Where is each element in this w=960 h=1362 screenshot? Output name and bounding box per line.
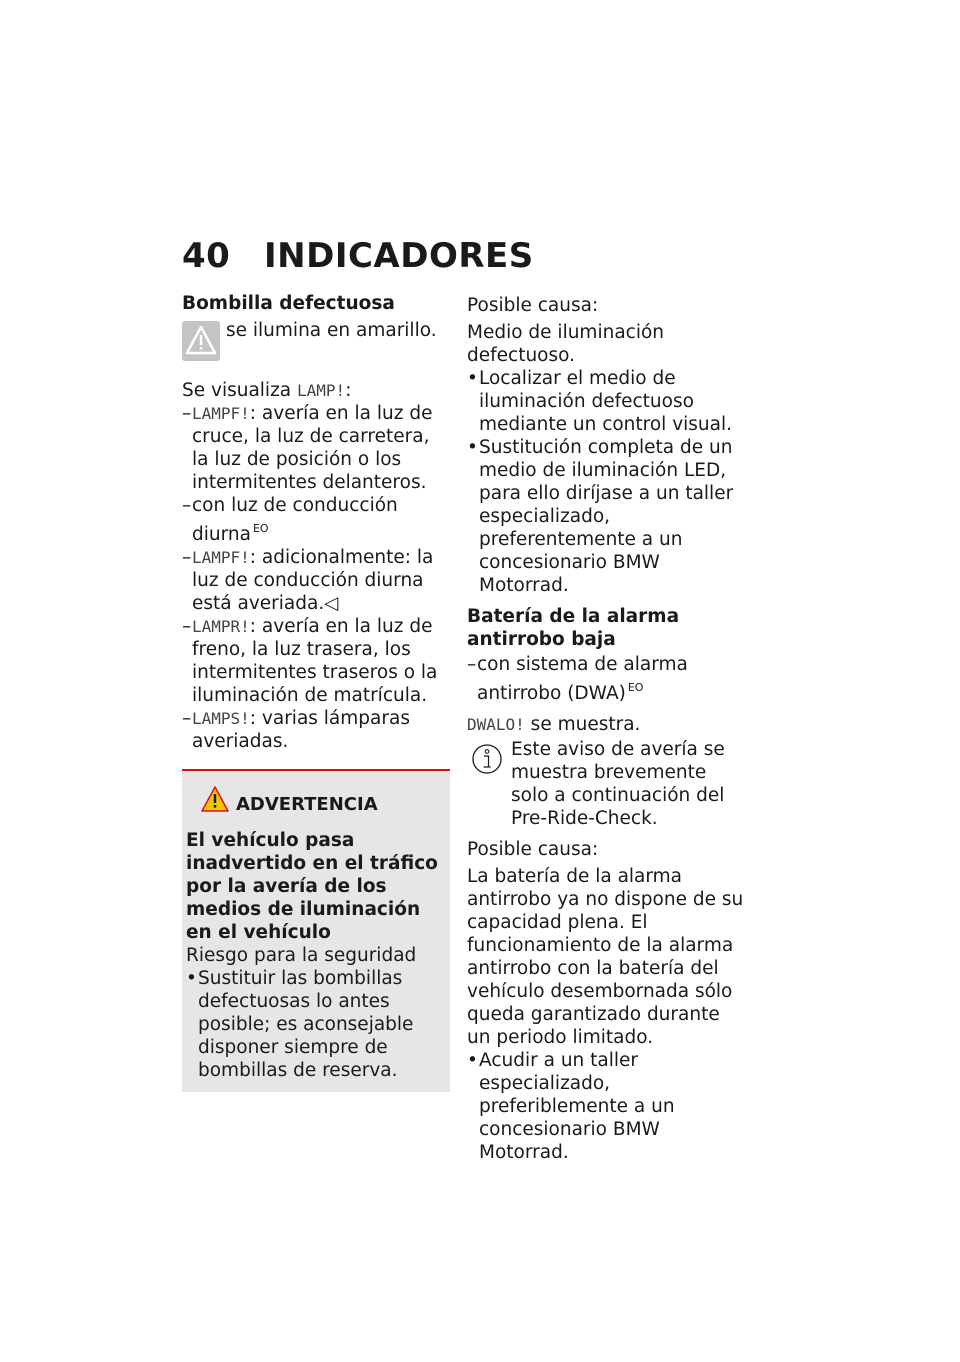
cause-label: Posible causa: bbox=[467, 839, 599, 860]
list-item: – LAMPF!: adicionalmente: la luz de conducción diurna está averiada.◁ bbox=[182, 546, 450, 615]
list-item: • Sustitución completa de un medio de iluminación LED, para ello diríjase a un taller especializado, preferentemente a un concesionario BMW Motorrad. bbox=[467, 436, 745, 597]
left-column bbox=[182, 292, 450, 1092]
warning-headline: El vehículo pasa inadvertido en el tráfico por la avería de los medios de iluminación en el vehículo bbox=[186, 830, 438, 943]
list-item: – LAMPF!: avería en la luz de cruce, la luz de carretera, la luz de posición o los intermitentes delanteros. bbox=[182, 402, 450, 494]
page-number: 40 bbox=[182, 236, 231, 276]
warning-lamp-text: se ilumina en amarillo. bbox=[226, 320, 437, 341]
warning-triangle-icon bbox=[200, 785, 230, 819]
list-item: – con sistema de alarma antirrobo (DWA) $^{EO}$ bbox=[467, 653, 745, 705]
list-item: • Localizar el medio de iluminación defectuoso mediante un control visual. bbox=[467, 367, 745, 436]
optional-equipment-mark: EO bbox=[252, 522, 269, 535]
page-header bbox=[182, 236, 534, 276]
list-item: – LAMPS!: varias lámparas averiadas. bbox=[182, 707, 450, 753]
section-heading: Batería de la alarma antirrobo baja bbox=[467, 606, 680, 650]
info-note bbox=[467, 738, 745, 830]
cause-label: Posible causa: bbox=[467, 295, 599, 316]
list-item: – con luz de conducción diurna $^{EO}$ bbox=[182, 494, 450, 546]
warning-title bbox=[186, 783, 446, 827]
warning-label: ADVERTENCIA bbox=[236, 794, 378, 815]
optional-equipment-mark: EO bbox=[627, 681, 644, 694]
warning-lamp-icon bbox=[182, 321, 220, 361]
warning-bullet: • Sustituir las bombillas defectuosas lo antes posible; es aconsejable disponer siempre de bombillas de reserva. bbox=[186, 967, 446, 1082]
warning-lamp-row bbox=[182, 319, 450, 367]
cause-text: Medio de iluminación defectuoso. bbox=[467, 322, 665, 366]
cause-text: La batería de la alarma antirrobo ya no dispone de su capacidad plena. El funcionamiento de la alarma antirrobo con la batería del vehículo desembornada sólo queda garantizado durante un periodo limitado. bbox=[467, 866, 744, 1048]
message-shown: DWALO! se muestra. bbox=[467, 714, 641, 735]
info-icon bbox=[471, 742, 503, 782]
list-item: • Acudir a un taller especializado, preferiblemente a un concesionario BMW Motorrad. bbox=[467, 1049, 745, 1164]
display-code: LAMP! bbox=[297, 381, 346, 400]
info-text: Este aviso de avería se muestra brevemente solo a continuación del Pre-Ride-Check. bbox=[511, 739, 725, 829]
display-intro: Se visualiza LAMP!: bbox=[182, 380, 352, 401]
warning-risk: Riesgo para la seguridad bbox=[186, 945, 417, 966]
page-title: INDICADORES bbox=[264, 236, 534, 276]
section-heading: Bombilla defectuosa bbox=[182, 293, 395, 314]
warning-box bbox=[182, 769, 450, 1092]
list-item: – LAMPR!: avería en la luz de freno, la luz trasera, los intermitentes traseros o la iluminación de matrícula. bbox=[182, 615, 450, 707]
right-column bbox=[467, 294, 745, 1164]
